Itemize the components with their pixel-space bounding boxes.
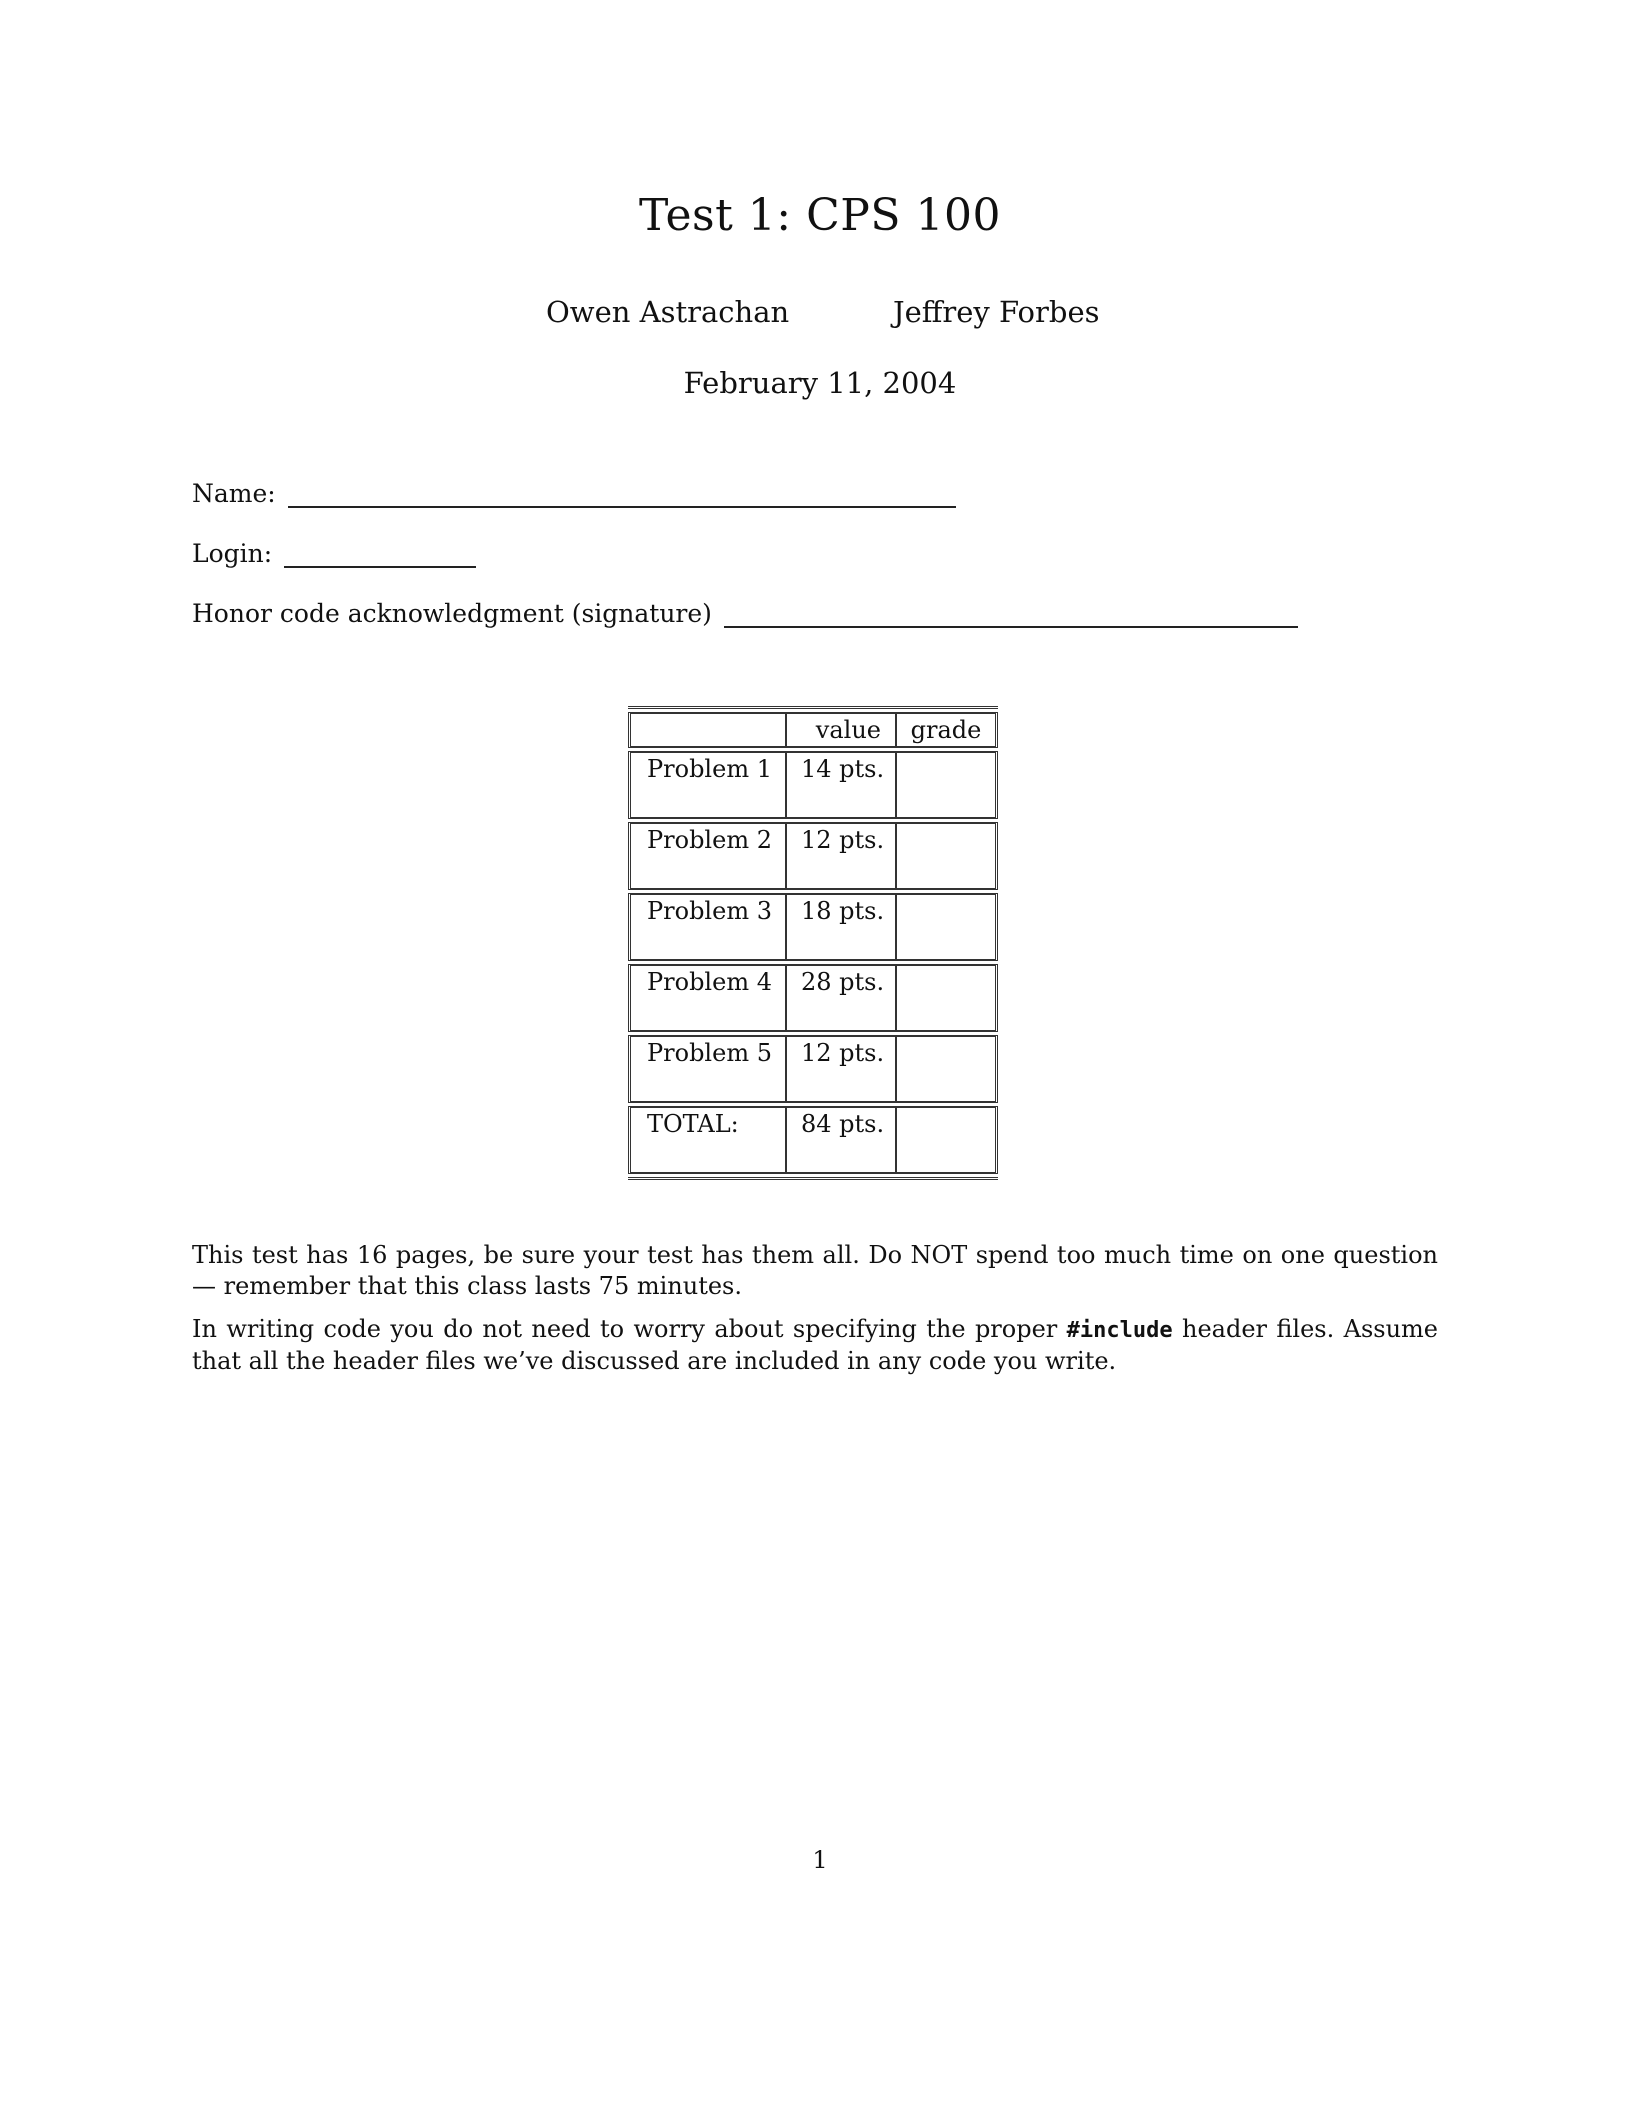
problem-label: Problem 5 (631, 1037, 787, 1101)
name-blank-line[interactable] (288, 478, 956, 508)
name-field (192, 478, 956, 508)
problem-label: Problem 3 (631, 895, 787, 959)
table-row (628, 1035, 998, 1103)
grade-cell (897, 753, 995, 817)
instructions-text: header files. Assume that all the header files we’ve discussed are included in any code you write. (192, 1315, 1438, 1375)
total-value: 84 pts. (787, 1108, 897, 1172)
honor-code-label: Honor code acknowledgment (signature) (192, 599, 712, 628)
score-table (628, 706, 998, 1180)
problem-value: 14 pts. (787, 753, 897, 817)
table-header-cell (631, 714, 787, 746)
problem-value: 28 pts. (787, 966, 897, 1030)
problem-label: Problem 4 (631, 966, 787, 1030)
table-row (628, 751, 998, 819)
include-code: #include (1066, 1318, 1173, 1343)
table-header-cell: grade (910, 716, 982, 744)
name-label: Name: (192, 479, 276, 508)
problem-value: 12 pts. (787, 1037, 897, 1101)
exam-date: February 11, 2004 (683, 366, 957, 400)
problem-label: Problem 2 (631, 824, 787, 888)
grade-cell (897, 895, 995, 959)
problem-value: 18 pts. (787, 895, 897, 959)
table-row (628, 822, 998, 890)
table-header-cell: value (787, 714, 897, 746)
table-row (628, 893, 998, 961)
instructions-text: In writing code you do not need to worry about specifying the proper (192, 1315, 1067, 1343)
honor-code-field (192, 598, 1298, 628)
login-label: Login: (192, 539, 273, 568)
instructions-paragraph (192, 1314, 1438, 1377)
login-field (192, 538, 476, 568)
table-header-row (628, 712, 998, 748)
grade-cell (897, 966, 995, 1030)
instructions-paragraph: This test has 16 pages, be sure your test has them all. Do NOT spend too much time on one question — remember that this class lasts 75 minutes. (192, 1241, 1438, 1300)
signature-blank-line[interactable] (724, 598, 1298, 628)
total-label: TOTAL: (631, 1108, 787, 1172)
grade-cell (897, 1108, 995, 1172)
problem-label: Problem 1 (631, 753, 787, 817)
grade-cell (897, 1037, 995, 1101)
grade-cell (897, 824, 995, 888)
author-name: Jeffrey Forbes (893, 295, 1100, 329)
login-blank-line[interactable] (284, 538, 476, 568)
problem-value: 12 pts. (787, 824, 897, 888)
page-number: 1 (812, 1846, 828, 1874)
author-name: Owen Astrachan (546, 295, 790, 329)
page-title: Test 1: CPS 100 (639, 190, 1001, 241)
table-row (628, 964, 998, 1032)
table-row-total (628, 1106, 998, 1174)
